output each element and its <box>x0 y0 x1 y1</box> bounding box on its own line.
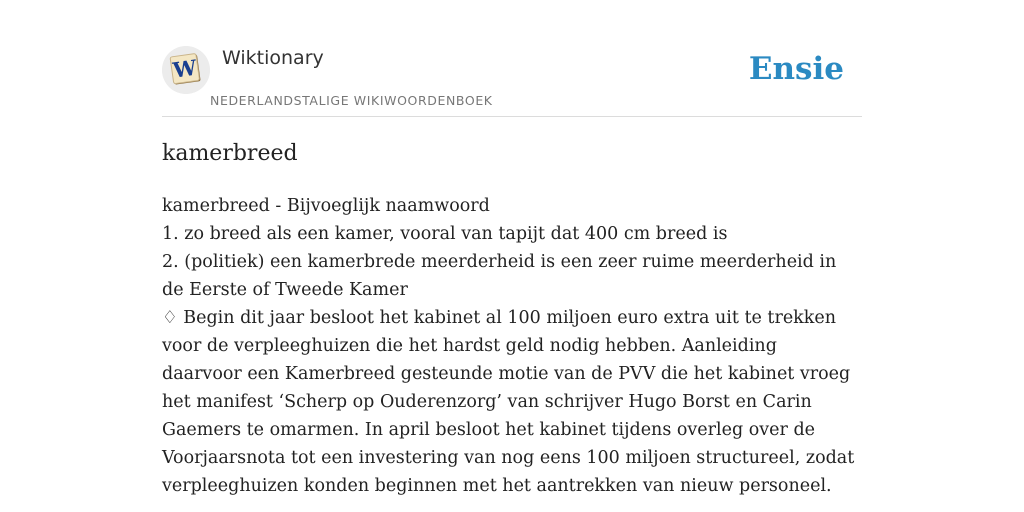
page-title: kamerbreed <box>162 141 298 166</box>
site-header <box>162 40 862 117</box>
site-name-link[interactable]: Wiktionary <box>222 47 324 69</box>
ensie-brand-logo[interactable]: Ensie <box>748 51 844 87</box>
definition-2: 2. (politiek) een kamerbrede meerderheid is een zeer ruime meerderheid in de Eerste of Tweede Kamer <box>162 252 837 300</box>
wiktionary-logo-icon[interactable] <box>162 46 210 94</box>
logo-letter: W <box>171 54 199 83</box>
entry-heading-line: kamerbreed - Bijvoeglijk naamwoord <box>162 196 490 216</box>
definition-1: 1. zo breed als een kamer, vooral van tapijt dat 400 cm breed is <box>162 224 728 244</box>
usage-example: ♢ Begin dit jaar besloot het kabinet al 100 miljoen euro extra uit te trekken voor de verpleeghuizen die het hardst geld nodig hebben. Aanleiding daarvoor een Kamerbreed gesteunde motie van de PVV die het kabinet vroeg het manifest ‘Scherp op Ouderenzorg’ van schrijver Hugo Borst en Carin Gaemers te omarmen. In april besloot het kabinet tijdens overleg over de Voorjaarsnota tot een investering van nog eens 100 miljoen structureel, zodat verpleeghuizen konden beginnen met het aantrekken van nieuw personeel. <box>162 308 855 496</box>
entry-content <box>162 192 862 500</box>
site-subtitle: NEDERLANDSTALIGE WIKIWOORDENBOEK <box>210 93 493 108</box>
